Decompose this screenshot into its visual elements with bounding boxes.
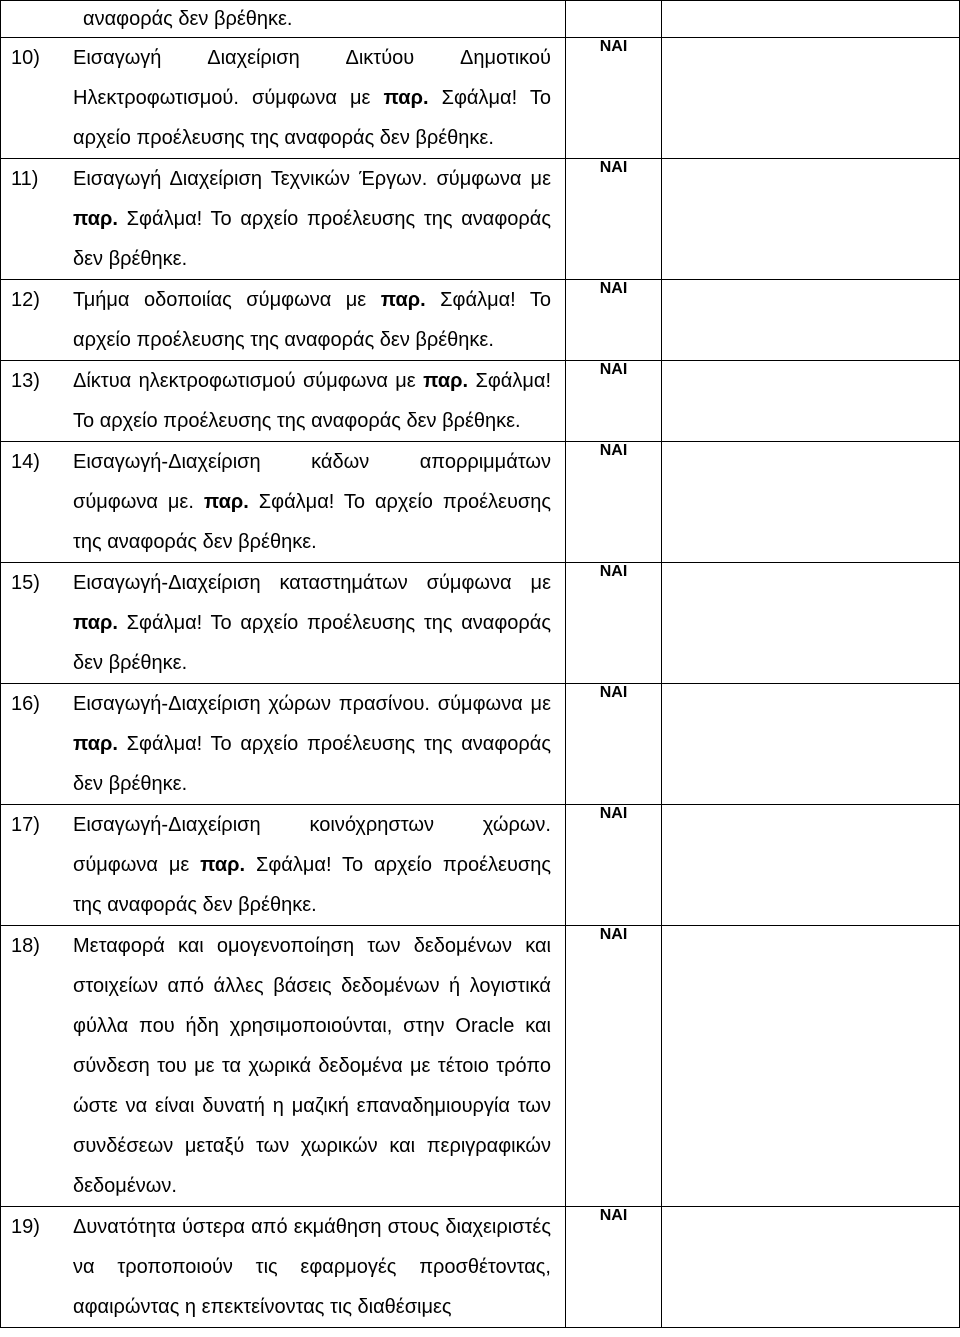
item-number: 14)	[11, 451, 40, 473]
notes-cell	[662, 926, 960, 1207]
item-text: Δυνατότητα ύστερα από εκμάθηση στους διαχειριστές να τροποποιούν τις εφαρμογές προσθέτοντας, αφαιρώντας η επεκτείνοντας τις διαθέσιμες	[73, 1216, 557, 1318]
item-text-tail: Σφάλμα! Το αρχείο προέλευσης της αναφοράς δεν βρέθηκε.	[73, 733, 557, 795]
item-text: Εισαγωγή-Διαχείριση καταστημάτων σύμφωνα με	[73, 572, 557, 594]
item-reference: παρ.	[423, 370, 469, 392]
answer-cell	[566, 1207, 662, 1328]
answer-label: ΝΑΙ	[599, 442, 628, 459]
answer-cell	[566, 159, 662, 280]
notes-cell	[662, 684, 960, 805]
item-number: 18)	[11, 935, 40, 957]
answer-label: ΝΑΙ	[599, 361, 628, 378]
item-text-tail: Σφάλμα! Το αρχείο προέλευσης της αναφοράς δεν βρέθηκε.	[73, 370, 557, 432]
item-text: Μεταφορά και ομογενοποίηση των δεδομένων και στοιχείων από άλλες βάσεις δεδομένων ή λογιστικά φύλλα που ήδη χρησιμοποιούνται, στην Oracle και σύνδεση του με τα χωρικά δεδομένα με τέτοιο τρόπο ώστε να είναι δυνατή η μαζική επαναδημιουργία των συνδέσεων μεταξύ των χωρικών και περιγραφικών δεδομένων.	[73, 935, 557, 1197]
answer-label: ΝΑΙ	[599, 1207, 628, 1224]
item-reference: παρ.	[73, 612, 118, 634]
description-cell	[1, 1, 566, 38]
item-reference: παρ.	[73, 733, 118, 755]
answer-cell	[566, 563, 662, 684]
item-reference: παρ.	[380, 289, 426, 311]
description-cell	[1, 159, 566, 280]
item-number: 15)	[11, 572, 40, 594]
item-text: Δίκτυα ηλεκτροφωτισμού σύμφωνα με	[73, 370, 424, 392]
answer-label: ΝΑΙ	[599, 38, 628, 55]
answer-label: ΝΑΙ	[599, 684, 628, 701]
answer-cell	[566, 280, 662, 361]
table-row	[1, 280, 960, 361]
description-cell	[1, 361, 566, 442]
answer-cell	[566, 1, 662, 38]
item-reference: παρ.	[200, 854, 246, 876]
item-text-tail: Σφάλμα! Το αρχείο προέλευσης της αναφοράς δεν βρέθηκε.	[73, 289, 557, 351]
item-text: Εισαγωγή-Διαχείριση χώρων πρασίνου. σύμφωνα με	[73, 693, 557, 715]
item-text: Εισαγωγή-Διαχείριση κάδων απορριμμάτων σύμφωνα με.	[73, 451, 557, 513]
table-row	[1, 159, 960, 280]
item-text: Τμήμα οδοποιίας σύμφωνα με	[73, 289, 381, 311]
description-cell	[1, 442, 566, 563]
continued-text: αναφοράς δεν βρέθηκε.	[83, 8, 293, 30]
item-text-tail: Σφάλμα! Το αρχείο προέλευσης της αναφοράς δεν βρέθηκε.	[73, 491, 557, 553]
item-reference: παρ.	[383, 87, 429, 109]
notes-cell	[662, 1, 960, 38]
item-description	[73, 280, 557, 360]
item-number: 16)	[11, 693, 40, 715]
item-text: Εισαγωγή Διαχείριση Τεχνικών Έργων. σύμφωνα με	[73, 168, 557, 190]
item-reference: παρ.	[73, 208, 118, 230]
description-cell	[1, 684, 566, 805]
description-cell	[1, 38, 566, 159]
description-cell	[1, 805, 566, 926]
answer-cell	[566, 805, 662, 926]
item-text-tail: Σφάλμα! Το αρχείο προέλευσης της αναφοράς δεν βρέθηκε.	[73, 612, 557, 674]
item-text-tail: Σφάλμα! Το αρχείο προέλευσης της αναφοράς δεν βρέθηκε.	[73, 87, 557, 149]
table-row	[1, 684, 960, 805]
table-row	[1, 442, 960, 563]
item-description	[73, 361, 557, 441]
item-description	[73, 1207, 557, 1327]
description-cell	[1, 280, 566, 361]
table-row	[1, 1207, 960, 1328]
description-cell	[1, 926, 566, 1207]
answer-cell	[566, 38, 662, 159]
notes-cell	[662, 38, 960, 159]
item-text: Εισαγωγή-Διαχείριση κοινόχρηστων χώρων. σύμφωνα με	[73, 814, 557, 876]
answer-cell	[566, 442, 662, 563]
item-number: 12)	[11, 289, 40, 311]
table-row	[1, 38, 960, 159]
answer-label: ΝΑΙ	[599, 280, 628, 297]
notes-cell	[662, 563, 960, 684]
table-row-continued	[1, 1, 960, 38]
answer-cell	[566, 684, 662, 805]
item-number: 19)	[11, 1216, 40, 1238]
item-description	[73, 926, 557, 1206]
answer-label: ΝΑΙ	[599, 563, 628, 580]
item-number: 10)	[11, 47, 40, 69]
answer-label: ΝΑΙ	[599, 926, 628, 943]
table-row	[1, 805, 960, 926]
table-row	[1, 926, 960, 1207]
description-cell	[1, 1207, 566, 1328]
table-row	[1, 361, 960, 442]
item-description	[73, 684, 557, 804]
item-number: 13)	[11, 370, 40, 392]
answer-label: ΝΑΙ	[599, 159, 628, 176]
notes-cell	[662, 280, 960, 361]
answer-cell	[566, 361, 662, 442]
notes-cell	[662, 159, 960, 280]
notes-cell	[662, 805, 960, 926]
item-text-tail: Σφάλμα! Το αρχείο προέλευσης της αναφοράς δεν βρέθηκε.	[73, 208, 557, 270]
item-description	[73, 805, 557, 925]
item-reference: παρ.	[203, 491, 249, 513]
notes-cell	[662, 1207, 960, 1328]
item-text: Εισαγωγή Διαχείριση Δικτύου Δημοτικού Ηλεκτροφωτισμού. σύμφωνα με	[73, 47, 557, 109]
item-description	[73, 159, 557, 279]
item-description	[73, 38, 557, 158]
table-row	[1, 563, 960, 684]
description-cell	[1, 563, 566, 684]
item-description	[73, 442, 557, 562]
notes-cell	[662, 361, 960, 442]
item-text-tail: Σφάλμα! Το αρχείο προέλευσης της αναφοράς δεν βρέθηκε.	[73, 854, 557, 916]
item-number: 11)	[11, 168, 39, 190]
notes-cell	[662, 442, 960, 563]
item-number: 17)	[11, 814, 40, 836]
item-description	[73, 563, 557, 683]
answer-label: ΝΑΙ	[599, 805, 628, 822]
answer-cell	[566, 926, 662, 1207]
